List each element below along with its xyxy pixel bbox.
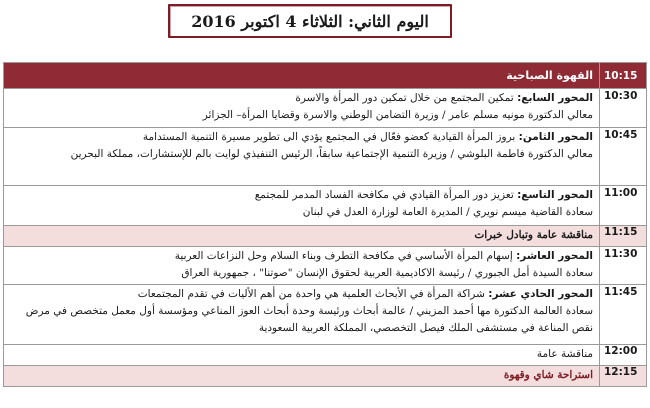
day-title: اليوم الثاني: الثلاثاء 4 اكتوبر 2016 xyxy=(191,11,429,31)
schedule-row xyxy=(4,89,647,128)
session-cell xyxy=(4,186,600,226)
topic-text: بروز المرأة القيادية كعضو فعّال في المجتمع يؤدي الى تطوير مسيرة التنمية المستدامة xyxy=(142,131,516,143)
time-cell: 10:45 xyxy=(600,128,647,186)
axis-label: المحور الحادي عشر: xyxy=(488,288,593,300)
schedule-row xyxy=(4,285,647,345)
session-cell xyxy=(4,89,600,128)
topic-text: إسهام المرأة الأساسي في مكافحة التطرف وبناء السلام وحل النزاعات العربية xyxy=(174,250,513,262)
schedule-row xyxy=(4,366,647,387)
schedule-row xyxy=(4,186,647,226)
schedule-row xyxy=(4,345,647,366)
time-cell: 12:15 xyxy=(600,366,647,387)
speaker-text: معالي الدكتورة فاطمة البلوشي / وزيرة التنمية الإجتماعية سابقاً، الرئيس التنفيذي لوايت بالم للإستشارات، مملكة البحرين xyxy=(70,148,593,160)
speaker-text: سعادة القاضية ميسم نويري / المديرة العامة لوزارة العدل في لبنان xyxy=(302,206,593,218)
time-cell: 10:30 xyxy=(600,89,647,128)
axis-label: المحور التاسع: xyxy=(517,189,593,201)
schedule-row xyxy=(4,226,647,247)
speaker-text: سعادة العالمة الدكتورة مها أحمد المزيني / عالمة أبحاث ورئيسة وحدة أبحاث العوز المناعي ومؤسسة أول معمل متخصص في مرض نقص المناعة في مستشفى الملك فيصل التخصصي، المملكة العربية السعودية xyxy=(25,305,593,334)
topic-text: تعزيز دور المرأة القيادي في مكافحة الفساد المدمر للمجتمع xyxy=(254,189,514,201)
schedule-row xyxy=(4,63,647,89)
day-title-box xyxy=(168,4,452,38)
axis-label: المحور الثامن: xyxy=(518,131,593,143)
time-cell: 11:15 xyxy=(600,226,647,247)
time-cell: 11:45 xyxy=(600,285,647,345)
schedule-table xyxy=(3,62,647,387)
time-cell: 11:30 xyxy=(600,247,647,285)
time-cell: 12:00 xyxy=(600,345,647,366)
discussion-label: مناقشة عامة وتبادل خبرات xyxy=(4,226,600,247)
session-cell xyxy=(4,285,600,345)
break-label: استراحة شاي وقهوة xyxy=(4,366,600,387)
time-cell: 11:00 xyxy=(600,186,647,226)
schedule-row xyxy=(4,128,647,186)
axis-label: المحور السابع: xyxy=(517,92,593,104)
session-cell xyxy=(4,128,600,186)
discussion-label: مناقشة عامة xyxy=(4,345,600,366)
speaker-text: معالي الدكتورة مونيه مسلم عامر / وزيرة التضامن الوطني والاسرة وقضايا المرأة– الجزائر xyxy=(202,109,593,121)
session-cell xyxy=(4,247,600,285)
time-cell: 10:15 xyxy=(600,63,647,89)
schedule-row xyxy=(4,247,647,285)
speaker-text: سعادة السيدة أمل الجبوري / رئيسة الاكاديمية العربية لحقوق الإنسان "صوتنا" ، جمهورية العراق xyxy=(181,267,593,279)
break-label: القهوة الصباحية xyxy=(4,63,600,89)
topic-text: تمكين المجتمع من خلال تمكين دور المرأة والاسرة xyxy=(295,92,514,104)
axis-label: المحور العاشر: xyxy=(516,250,593,262)
topic-text: شراكة المرأة في الأبحاث العلمية هي واحدة من أهم الأليات في تقدم المجتمعات xyxy=(137,288,485,300)
